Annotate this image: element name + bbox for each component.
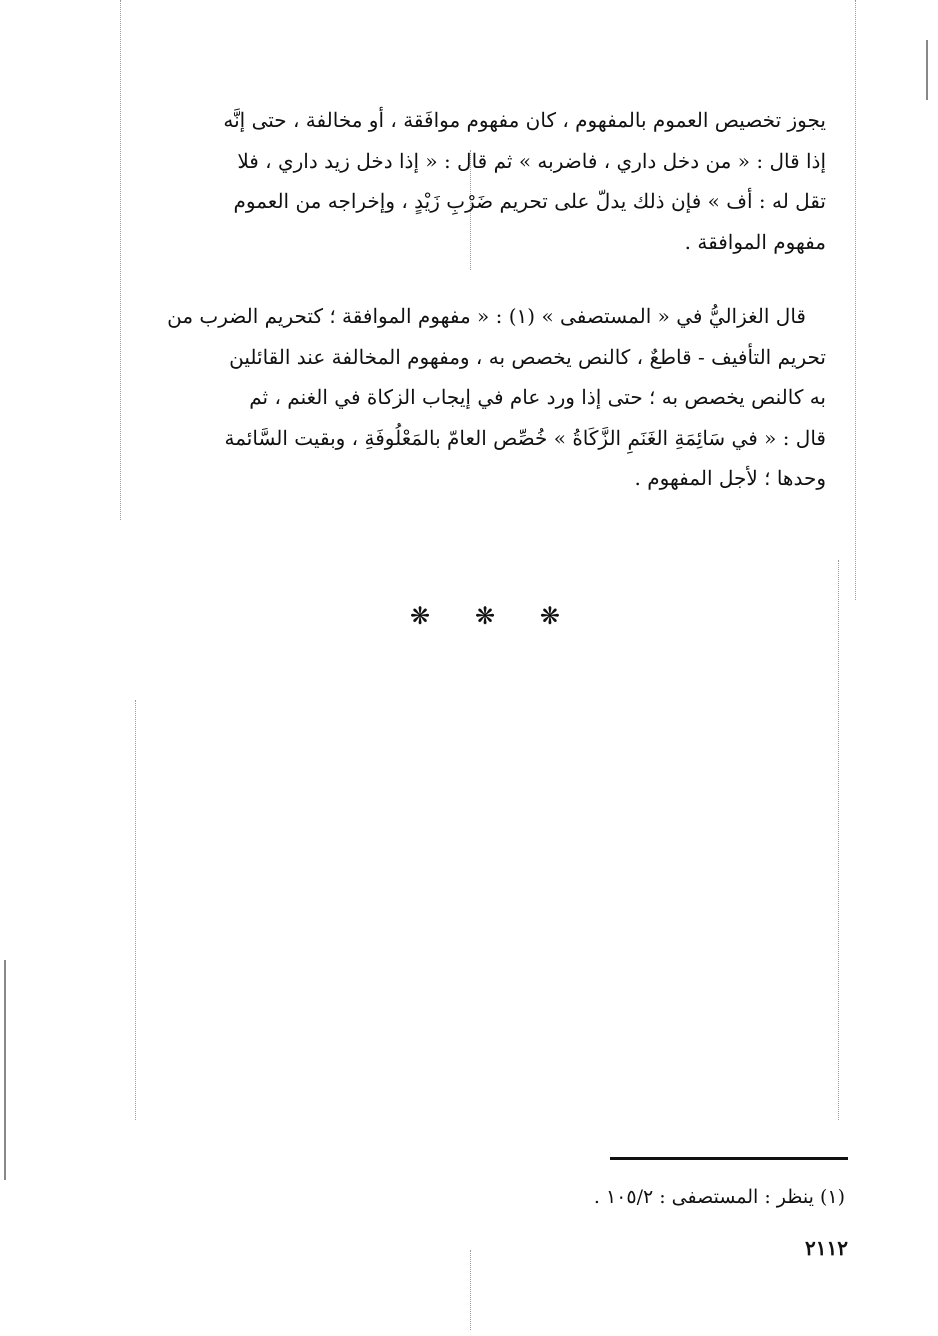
text-line: قال الغزاليُّ في « المستصفى » (١) : « مفهوم الموافقة ؛ كتحريم الضرب من (167, 304, 806, 328)
text-line: إذا قال : « من دخل داري ، فاضربه » ثم قال : « إذا دخل زيد داري ، فلا (237, 148, 826, 173)
scan-margin-dots (135, 700, 136, 1120)
section-divider (410, 596, 560, 636)
text-line: قال : « في سَائِمَةِ الغَنَمِ الزَّكَاةُ » خُصِّص العامّ بالمَعْلُوفَةِ ، وبقيت السَّائمة (224, 425, 826, 450)
paragraph-1 (110, 100, 826, 262)
asterism-ornament-icon: ❋ (410, 602, 431, 630)
paragraph-2 (110, 296, 826, 499)
scan-margin-dots (470, 1250, 471, 1330)
text-line: تحريم التأفيف - قاطعٌ ، كالنص يخصص به ، ومفهوم المخالفة عند القائلين (229, 344, 826, 369)
scan-edge-mark (926, 40, 928, 100)
asterism-ornament-icon: ❋ (539, 602, 560, 630)
scan-margin-dots (838, 560, 839, 1120)
scan-margin-dots (855, 0, 856, 600)
text-line: يجوز تخصيص العموم بالمفهوم ، كان مفهوم موافَقة ، أو مخالفة ، حتى إنَّه (223, 108, 826, 132)
footnote: (١) ينظر : المستصفى : ١٠٥/٢ . (593, 1186, 845, 1208)
text-line: تقل له : أف » فإن ذلك يدلّ على تحريم ضَرْبِ زَيْدٍ ، وإخراجه من العموم (233, 189, 826, 213)
scan-edge-mark (4, 960, 6, 1180)
page-number: ٢١١٢ (805, 1236, 848, 1260)
text-line: مفهوم الموافقة . (684, 229, 826, 254)
text-line: به كالنص يخصص به ؛ حتى إذا ورد عام في إيجاب الزكاة في الغنم ، ثم (249, 385, 826, 409)
text-line: وحدها ؛ لأجل المفهوم . (634, 466, 826, 490)
asterism-ornament-icon: ❋ (474, 602, 496, 630)
footnote-separator (610, 1157, 848, 1160)
